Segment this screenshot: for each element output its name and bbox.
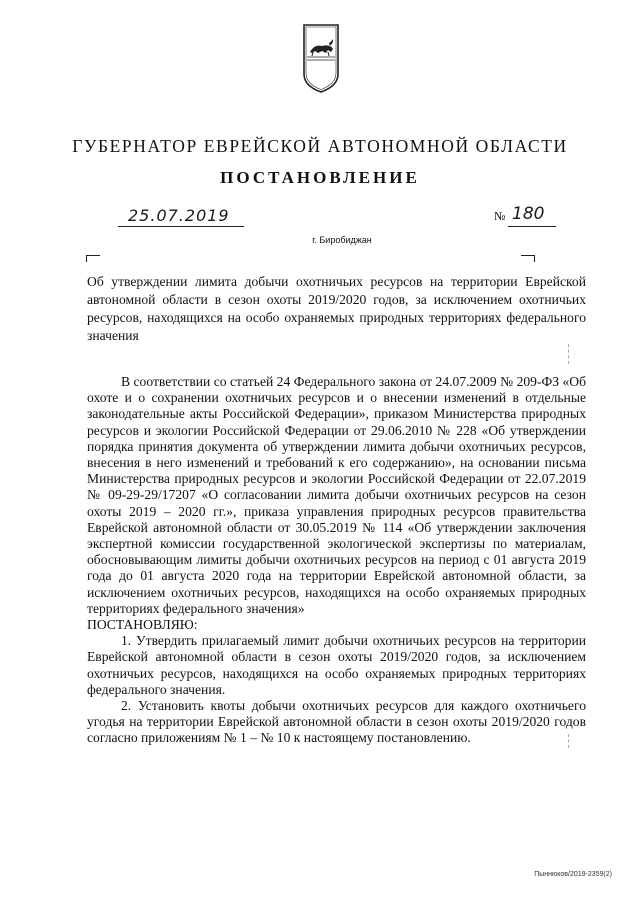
decree-word: ПОСТАНОВЛЯЮ:: [87, 617, 198, 633]
margin-mark: [568, 344, 570, 364]
footer-reference: Пыннюков/2019-2359(2): [534, 871, 612, 878]
document-type-title: ПОСТАНОВЛЕНИЕ: [220, 168, 420, 187]
document-date: 25.07.2019: [128, 206, 230, 225]
clause-paragraph: 1. Утвердить прилагаемый лимит добычи охотничьих ресурсов на территории Еврейской автономной области в сезон охоты 2019/2020 годов, за исключением охотничьих ресурсов, находящихся на особо охраняемых природных территориях федерального значения.: [87, 633, 586, 697]
document-body: [87, 374, 586, 747]
preamble-paragraph: В соответствии со статьей 24 Федерального закона от 24.07.2009 № 209-ФЗ «Об охоте и о сохранении охотничьих ресурсов и о внесении изменений в отдельные законодательные акты Российской Федерации», приказом Министерства природных ресурсов и экологии Российской Федерации от 29.06.2010 № 228 «Об утверждении порядка принятия документа об утверждении лимита добычи охотничьих ресурсов, внесения в него изменений и требований к его содержанию», на основании письма Министерства природных ресурсов и экологии Российской Федерации от 22.07.2019 № 09-29-29/17207 «О согласовании лимита добычи охотничьих ресурсов на сезон охоты 2019 – 2020 гг.», приказа управления природных ресурсов правительства Еврейской автономной области от 30.05.2019 № 114 «Об утверждении заключения экспертной комиссии государственной экологической экспертизы по материалам, обосновывающим лимиты добычи охотничьих ресурсов на период с 01 августа 2019 года до 01 августа 2020 года на территории Еврейской автономной области, за исключением охотничьих ресурсов, находящихся на особо охраняемых природных территориях федерального значения»: [87, 374, 586, 616]
number-prefix: №: [494, 209, 506, 223]
document-subject: Об утверждении лимита добычи охотничьих ресурсов на территории Еврейской автономной области в сезон охоты 2019/2020 годов, за исключением охотничьих ресурсов, находящихся на особо охраняемых природных территориях федерального значения: [87, 274, 586, 343]
place-of-issue: г. Биробиджан: [312, 235, 372, 245]
subject-corner-mark-left: [86, 255, 100, 262]
document-number: 180: [512, 204, 545, 224]
subject-corner-mark-right: [521, 255, 535, 262]
issuing-authority: ГУБЕРНАТОР ЕВРЕЙСКОЙ АВТОНОМНОЙ ОБЛАСТИ: [72, 136, 568, 156]
number-underline: [508, 226, 556, 227]
date-underline: [118, 226, 244, 227]
coat-of-arms-emblem: [300, 22, 342, 94]
clause-paragraph: 2. Установить квоты добычи охотничьих ресурсов для каждого охотничьего угодья на территории Еврейской автономной области в сезон охоты 2019/2020 годов согласно приложениям № 1 – № 10 к настоящему постановлению.: [87, 698, 586, 746]
